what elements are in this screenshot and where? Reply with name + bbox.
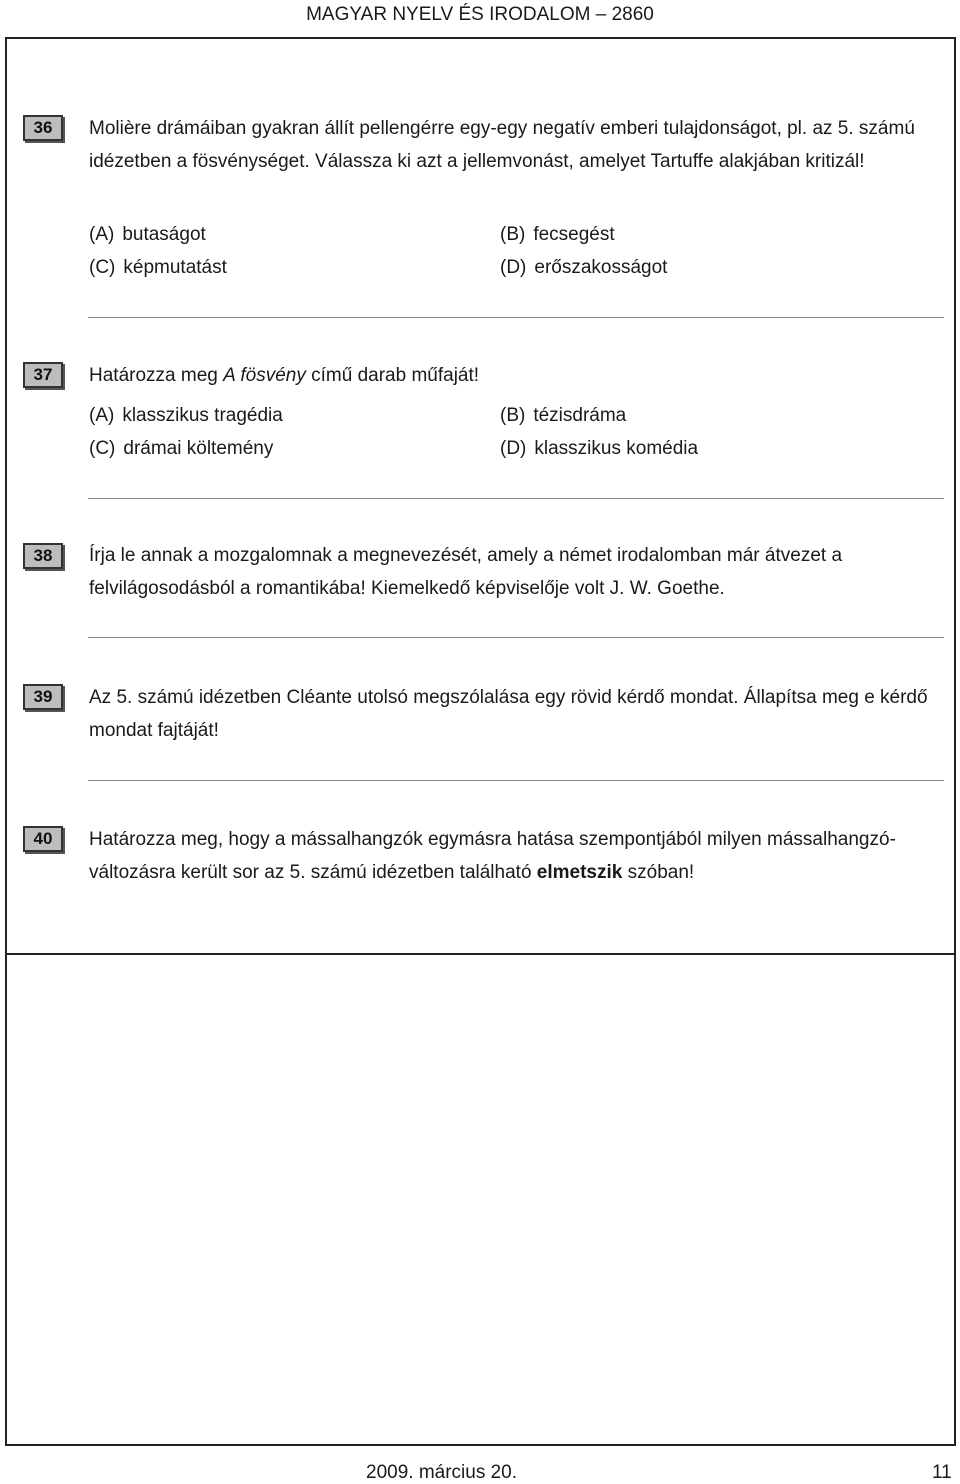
question-text-38: Írja le annak a mozgalomnak a megnevezését, amely a német irodalomban már átvezet a felvilágosodásból a romantikába! Kiemelkedő képviselője volt J. W. Goethe. bbox=[89, 545, 843, 599]
separator-line bbox=[88, 780, 944, 781]
question-number-40: 40 bbox=[23, 826, 63, 852]
question-text-part: Határozza meg, hogy a mássalhangzók egymásra hatása szempontjából milyen mássalhangzó-változásra került sor az 5. számú idézetben található bbox=[89, 829, 896, 883]
question-number-38: 38 bbox=[23, 543, 63, 569]
option-36-c bbox=[89, 251, 227, 284]
option-37-c bbox=[89, 432, 273, 465]
option-text: fecsegést bbox=[533, 224, 615, 245]
question-text-39: Az 5. számú idézetben Cléante utolsó megszólalása egy rövid kérdő mondat. Állapítsa meg e kérdő mondat fajtáját! bbox=[89, 687, 928, 741]
frame-divider bbox=[5, 953, 956, 955]
page-header: MAGYAR NYELV ÉS IRODALOM – 2860 bbox=[306, 4, 654, 25]
question-number-39: 39 bbox=[23, 684, 63, 710]
work-title: A fösvény bbox=[223, 365, 306, 386]
option-text: klasszikus komédia bbox=[534, 438, 699, 459]
question-number-37: 37 bbox=[23, 362, 63, 388]
option-37-a bbox=[89, 399, 283, 432]
separator-line bbox=[88, 498, 944, 499]
separator-line bbox=[88, 317, 944, 318]
question-text-part: című darab műfaját! bbox=[305, 365, 480, 386]
separator-line bbox=[88, 637, 944, 638]
option-37-b bbox=[500, 399, 626, 432]
option-label: (D) bbox=[500, 257, 527, 278]
question-text-36: Molière drámáiban gyakran állít pellengérre egy-egy negatív emberi tulajdonságot, pl. az 5. számú idézetben a fösvénységet. Válassza ki azt a jellemvonást, amelyet Tartuffe alakjában kritizál! bbox=[89, 118, 915, 172]
option-text: tézisdráma bbox=[533, 405, 627, 426]
option-text: erőszakosságot bbox=[534, 257, 668, 278]
question-text-part: Határozza meg bbox=[89, 365, 224, 386]
option-label: (B) bbox=[500, 224, 526, 245]
option-text: képmutatást bbox=[123, 257, 227, 278]
option-36-b bbox=[500, 218, 615, 251]
question-text-part: szóban! bbox=[622, 862, 695, 883]
option-text: klasszikus tragédia bbox=[122, 405, 283, 426]
footer-date: 2009. március 20. bbox=[366, 1462, 518, 1483]
option-36-a bbox=[89, 218, 206, 251]
option-label: (C) bbox=[89, 257, 116, 278]
highlighted-word: elmetszik bbox=[536, 862, 623, 883]
option-label: (A) bbox=[89, 405, 115, 426]
question-text-37 bbox=[89, 359, 949, 392]
option-text: drámai költemény bbox=[123, 438, 274, 459]
question-text-40 bbox=[89, 823, 949, 889]
option-text: butaságot bbox=[122, 224, 206, 245]
question-number-36: 36 bbox=[23, 115, 63, 141]
page-number: 11 bbox=[932, 1462, 952, 1483]
option-label: (A) bbox=[89, 224, 115, 245]
option-37-d bbox=[500, 432, 698, 465]
option-label: (B) bbox=[500, 405, 526, 426]
option-label: (C) bbox=[89, 438, 116, 459]
option-label: (D) bbox=[500, 438, 527, 459]
option-36-d bbox=[500, 251, 667, 284]
